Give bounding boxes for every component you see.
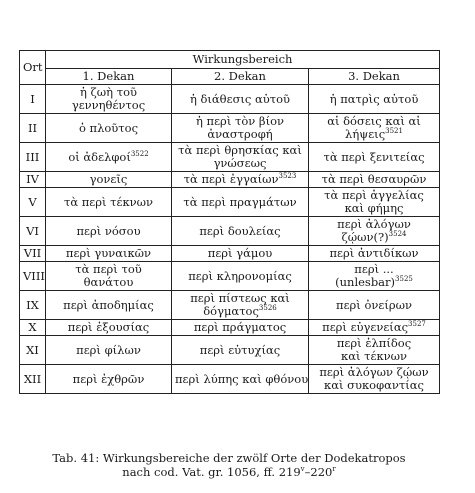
cell-line	[175, 128, 305, 141]
cell-line	[312, 202, 436, 215]
cell-text: τὰ περὶ τοῦ	[75, 262, 142, 276]
ort-cell: II	[20, 114, 46, 143]
dekan-2-cell	[172, 246, 309, 262]
caption-folio-verso: v	[300, 465, 305, 474]
ort-cell: VIII	[20, 262, 46, 291]
cell-line	[312, 321, 436, 334]
cell-text: τὰ περὶ θρησκίας καὶ	[178, 143, 302, 157]
cell-text: τὰ περὶ πραγμάτων	[183, 194, 297, 209]
cell-text: οἱ ἀδελφοί	[68, 149, 131, 164]
cell-text: δόγματος	[203, 304, 259, 318]
table-row	[20, 262, 440, 291]
cell-line	[175, 344, 305, 357]
cell-text: ἡ περὶ τὸν βίον	[196, 114, 284, 128]
dekan-3-cell	[309, 217, 440, 246]
cell-text: περὶ ...	[354, 262, 394, 276]
footnote-ref: 3523	[278, 172, 297, 181]
dekan-2-cell	[172, 320, 309, 336]
cell-text: περὶ νόσου	[76, 223, 141, 238]
dekan-1-cell	[46, 291, 172, 320]
table-row	[20, 143, 440, 172]
cell-text: αἱ δόσεις καὶ αἱ	[327, 114, 421, 128]
cell-line	[175, 93, 305, 106]
dekan-1-cell	[46, 217, 172, 246]
cell-line	[49, 344, 168, 357]
footnote-ref: 3527	[408, 320, 426, 329]
dekan-3-cell	[309, 365, 440, 394]
cell-text: περὶ ἀντιδίκων	[329, 246, 419, 260]
dekan-1-cell	[46, 262, 172, 291]
dekan-1-cell	[46, 172, 172, 188]
cell-text: περὶ πράγματος	[193, 320, 287, 334]
cell-line	[312, 173, 436, 186]
cell-text: περὶ δουλείας	[199, 223, 281, 238]
dekan-2-cell	[172, 172, 309, 188]
cell-text: περὶ γυναικῶν	[65, 246, 152, 260]
dekan-2-cell	[172, 262, 309, 291]
table-caption	[19, 451, 439, 479]
cell-line	[175, 305, 305, 318]
cell-line	[49, 196, 168, 209]
dekan-2-cell	[172, 85, 309, 114]
cell-text: καὶ συκοφαντίας	[324, 378, 424, 392]
table-row	[20, 365, 440, 394]
dekan-3-cell	[309, 172, 440, 188]
cell-text: γεννηθέντος	[71, 98, 146, 112]
cell-text: (unlesbar)	[335, 275, 396, 289]
cell-line	[49, 99, 168, 112]
caption-folio-recto: r	[332, 465, 336, 474]
cell-text: τὰ περὶ ξενιτείας	[323, 149, 425, 164]
dekan-1-cell	[46, 336, 172, 365]
table-body	[20, 85, 440, 394]
dekan-1-cell	[46, 320, 172, 336]
cell-line	[49, 173, 168, 186]
cell-text: ἡ πατρὶς αὐτοῦ	[329, 91, 419, 106]
column-header-1: 1. Dekan	[46, 69, 172, 85]
dekan-3-cell	[309, 246, 440, 262]
cell-line	[49, 247, 168, 260]
ort-cell: VI	[20, 217, 46, 246]
ort-cell: V	[20, 188, 46, 217]
header-ort: Ort	[20, 51, 46, 85]
dekan-1-cell	[46, 143, 172, 172]
cell-text: θανάτου	[83, 275, 134, 289]
dekan-2-cell	[172, 365, 309, 394]
cell-text: ζῴων(?)	[341, 230, 389, 244]
cell-line	[175, 270, 305, 283]
cell-text: περὶ ὀνείρων	[336, 297, 412, 312]
cell-text: περὶ ἐχθρῶν	[72, 371, 145, 386]
column-header-2: 2. Dekan	[172, 69, 309, 85]
ort-cell: I	[20, 85, 46, 114]
footnote-ref: 3521	[385, 127, 403, 136]
cell-text: περὶ ἀλόγων ζῴων	[319, 365, 429, 379]
cell-line	[312, 299, 436, 312]
cell-text: γονεῖς	[89, 172, 128, 186]
cell-line	[175, 225, 305, 238]
cell-line	[175, 247, 305, 260]
cell-line	[49, 122, 168, 135]
cell-line	[49, 151, 168, 164]
cell-line	[312, 350, 436, 363]
cell-text: περὶ ἀλόγων	[337, 217, 411, 231]
cell-text: γνώσεως	[213, 156, 267, 170]
footnote-ref: 3526	[258, 304, 277, 313]
cell-text: ἀναστροφή	[207, 127, 273, 141]
cell-text: τὰ περὶ ἐγγαίων	[183, 172, 279, 186]
cell-line	[312, 151, 436, 164]
cell-line	[312, 231, 436, 244]
dekan-2-cell	[172, 188, 309, 217]
footnote-ref: 3525	[395, 275, 413, 284]
cell-text: περὶ πίστεως καὶ	[190, 291, 290, 305]
table-row	[20, 114, 440, 143]
column-header-3: 3. Dekan	[309, 69, 440, 85]
dekan-1-cell	[46, 246, 172, 262]
cell-line	[312, 276, 436, 289]
dekan-1-cell	[46, 85, 172, 114]
dekan-1-cell	[46, 114, 172, 143]
caption-line-1: Tab. 41: Wirkungsbereiche der zwölf Orte der Dodekatropos	[52, 451, 406, 465]
cell-line	[49, 276, 168, 289]
cell-line	[175, 321, 305, 334]
cell-text: περὶ γάμου	[207, 246, 273, 260]
cell-text: περὶ κληρονομίας	[188, 268, 292, 283]
cell-text: ὁ πλοῦτος	[78, 120, 139, 135]
cell-line	[49, 299, 168, 312]
cell-line	[312, 247, 436, 260]
cell-text: καὶ φήμης	[344, 201, 404, 215]
cell-line	[312, 128, 436, 141]
caption-source: nach cod. Vat. gr. 1056, ff. 219	[122, 465, 301, 479]
dekan-3-cell	[309, 336, 440, 365]
footnote-ref: 3522	[130, 149, 149, 158]
cell-line	[175, 173, 305, 186]
table-row	[20, 172, 440, 188]
cell-line	[175, 371, 309, 386]
cell-line	[175, 196, 305, 209]
cell-line	[49, 225, 168, 238]
dekan-3-cell	[309, 85, 440, 114]
cell-text: περὶ λύπης καὶ φθόνου	[175, 371, 309, 386]
dekan-2-cell	[172, 217, 309, 246]
ort-cell: XI	[20, 336, 46, 365]
dekan-1-cell	[46, 365, 172, 394]
cell-text: περὶ φίλων	[76, 342, 141, 357]
dekan-3-cell	[309, 320, 440, 336]
cell-line	[49, 321, 168, 334]
wirkungsbereich-table	[19, 50, 440, 394]
cell-text: περὶ εὐγενείας	[322, 320, 409, 334]
dekan-1-cell	[46, 188, 172, 217]
caption-folio-range: –220	[304, 465, 333, 479]
ort-cell: XII	[20, 365, 46, 394]
dekan-3-cell	[309, 114, 440, 143]
cell-text: λήψεις	[345, 127, 386, 141]
dekan-3-cell	[309, 291, 440, 320]
cell-line	[312, 379, 436, 392]
cell-text: τὰ περὶ τέκνων	[63, 194, 154, 209]
ort-cell: III	[20, 143, 46, 172]
cell-text: περὶ ἐλπίδος	[336, 336, 412, 350]
ort-cell: X	[20, 320, 46, 336]
dekan-3-cell	[309, 143, 440, 172]
dekan-3-cell	[309, 188, 440, 217]
dekan-2-cell	[172, 114, 309, 143]
cell-text: ἡ διάθεσις αὐτοῦ	[189, 91, 291, 106]
table-container	[19, 50, 439, 394]
table-row	[20, 246, 440, 262]
cell-line	[49, 373, 168, 386]
cell-text: καὶ τέκνων	[341, 349, 407, 363]
header-wirkungsbereich: Wirkungsbereich	[46, 51, 440, 69]
dekan-2-cell	[172, 143, 309, 172]
ort-cell: IV	[20, 172, 46, 188]
table-row	[20, 217, 440, 246]
ort-cell: VII	[20, 246, 46, 262]
table-row	[20, 320, 440, 336]
cell-text: περὶ ἐξουσίας	[67, 320, 150, 334]
footnote-ref: 3524	[388, 230, 407, 239]
cell-text: τὰ περὶ θεσαυρῶν	[321, 172, 427, 186]
table-row	[20, 85, 440, 114]
dekan-2-cell	[172, 291, 309, 320]
table-row	[20, 336, 440, 365]
dekan-2-cell	[172, 336, 309, 365]
dekan-3-cell	[309, 262, 440, 291]
cell-line	[175, 157, 305, 170]
table-row	[20, 291, 440, 320]
ort-cell: IX	[20, 291, 46, 320]
cell-text: περὶ ἀποδημίας	[63, 297, 154, 312]
cell-text: ἡ ζωὴ τοῦ	[80, 85, 137, 99]
cell-text: τὰ περὶ ἀγγελίας	[324, 188, 424, 202]
cell-line	[312, 93, 436, 106]
table-row	[20, 188, 440, 217]
caption-line-2	[19, 465, 439, 479]
cell-text: περὶ εὐτυχίας	[199, 342, 281, 357]
